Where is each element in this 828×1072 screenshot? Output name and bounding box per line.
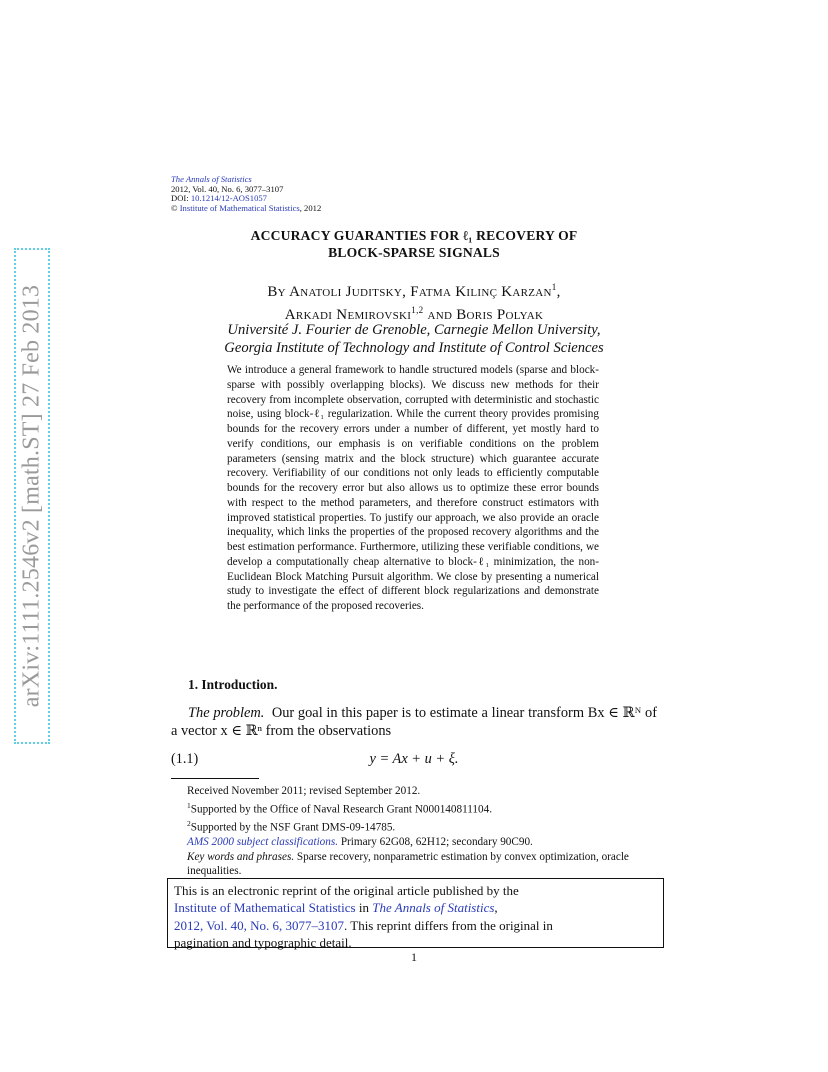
footnote-mark: 1: [187, 800, 191, 810]
affiliation-mark: 1,2: [411, 305, 424, 315]
journal-link[interactable]: The Annals of Statistics: [171, 174, 252, 184]
copyright-line: [171, 204, 321, 214]
page-number: 1: [411, 950, 417, 964]
equation: y = Ax + u + ξ.: [369, 751, 459, 767]
affiliation-line-1: Université J. Fourier de Grenoble, Carnegie Mellon University,: [227, 322, 601, 338]
volume-line: 2012, Vol. 40, No. 6, 3077–3107: [171, 183, 284, 194]
ams-classifications: [171, 835, 657, 850]
footnotes: [171, 784, 657, 879]
reprint-line-2: [174, 899, 657, 916]
reprint-comma: ,: [494, 900, 498, 916]
equation-number: (1.1): [171, 751, 199, 767]
ams-link[interactable]: AMS 2000 subject classifications.: [187, 836, 339, 849]
doi-prefix: DOI:: [171, 193, 191, 204]
footnote-mark: 2: [187, 818, 191, 828]
authors-line-1-end: ,: [556, 284, 561, 300]
reprint-line-1: This is an electronic reprint of the original article published by the: [174, 883, 519, 898]
reprint-line-3: [174, 917, 657, 934]
footnote-1: [171, 799, 657, 817]
received-dates: Received November 2011; revised September 2012.: [187, 785, 421, 797]
reprint-in: in: [355, 900, 373, 916]
reprint-line-4: pagination and typographic detail.: [174, 934, 352, 950]
ams-text: Primary 62G08, 62H12; secondary 90C90.: [338, 836, 533, 849]
authors-line-2-text: Arkadi Nemirovski: [284, 307, 412, 323]
authors-line-1-text: By Anatoli Juditsky, Fatma Kılınç Karzan: [267, 284, 552, 300]
reprint-notice: [167, 878, 664, 948]
footnote-rule: [171, 778, 259, 779]
copyright-year: , 2012: [299, 202, 322, 213]
title-line-1: ACCURACY GUARANTIES FOR ℓ₁ RECOVERY OF: [250, 228, 578, 243]
affiliation-mark: 1: [551, 282, 557, 292]
keywords-text: Sparse recovery, nonparametric estimation by convex optimization, oracle inequalities.: [187, 850, 629, 878]
intro-paragraph: [171, 705, 657, 740]
keywords: [171, 850, 657, 879]
footnote-1-text: Supported by the Office of Naval Research Grant N000140811104.: [190, 803, 493, 816]
ims-link[interactable]: Institute of Mathematical Statistics: [179, 202, 300, 213]
authors-line-1: [0, 278, 828, 301]
title-line-2: BLOCK-SPARSE SIGNALS: [328, 244, 500, 260]
affiliations: [0, 321, 828, 357]
paragraph-text: Our goal in this paper is to estimate a linear transform Bx ∈ ℝᴺ of a vector x ∈ ℝⁿ from the observations: [171, 705, 657, 739]
paper-title: [0, 228, 828, 261]
paragraph-lead: The problem.: [188, 705, 265, 721]
authors: [0, 278, 828, 324]
section-heading: 1. Introduction.: [188, 677, 278, 692]
footnote-2: [171, 817, 657, 835]
publisher-link[interactable]: Institute of Mathematical Statistics: [174, 900, 356, 916]
keywords-label: Key words and phrases.: [187, 850, 295, 863]
authors-line-2-end: and Boris Polyak: [423, 307, 544, 323]
abstract: We introduce a general framework to handle structured models (sparse and block-sparse with possibly overlapping blocks). We discuss new methods for their recovery from incomplete observation, corrupted with deterministic and stochastic noise, using block-ℓ₁ regularization. While the current theory provides promising bounds for the recovery errors under a number of different, yet mostly hard to verify conditions, our emphasis is on verifiable conditions on the problem parameters (sensing matrix and the block structure) which guarantee accurate recovery. Verifiability of our conditions not only leads to efficiently computable bounds for the recovery error but also allows us to optimize these error bounds with respect to the method parameters, and therefore construct estimators with improved statistical properties. To justify our approach, we also provide an oracle inequality, which links the properties of the proposed recovery algorithms and the best estimation performance. Furthermore, utilizing these verifiable conditions, we develop a computationally cheap alternative to block-ℓ₁ minimization, the non-Euclidean Block Matching Pursuit algorithm. We close by presenting a numerical study to investigate the effect of different block regularizations and demonstrate the performance of the proposed recoveries.: [227, 364, 599, 612]
citation-link[interactable]: 2012, Vol. 40, No. 6, 3077–3107: [174, 917, 344, 933]
journal-link[interactable]: The Annals of Statistics: [372, 900, 495, 916]
copyright-symbol: ©: [171, 202, 178, 213]
affiliation-line-2: Georgia Institute of Technology and Institute of Control Sciences: [224, 340, 604, 356]
reprint-line-3-text: . This reprint differs from the original in: [343, 917, 553, 933]
journal-header: [171, 175, 321, 213]
doi-link[interactable]: 10.1214/12-AOS1057: [190, 193, 267, 204]
footnote-2-text: Supported by the NSF Grant DMS-09-14785.: [190, 821, 396, 834]
arxiv-identifier: arXiv:1111.2546v2 [math.ST] 27 Feb 2013: [18, 284, 45, 708]
